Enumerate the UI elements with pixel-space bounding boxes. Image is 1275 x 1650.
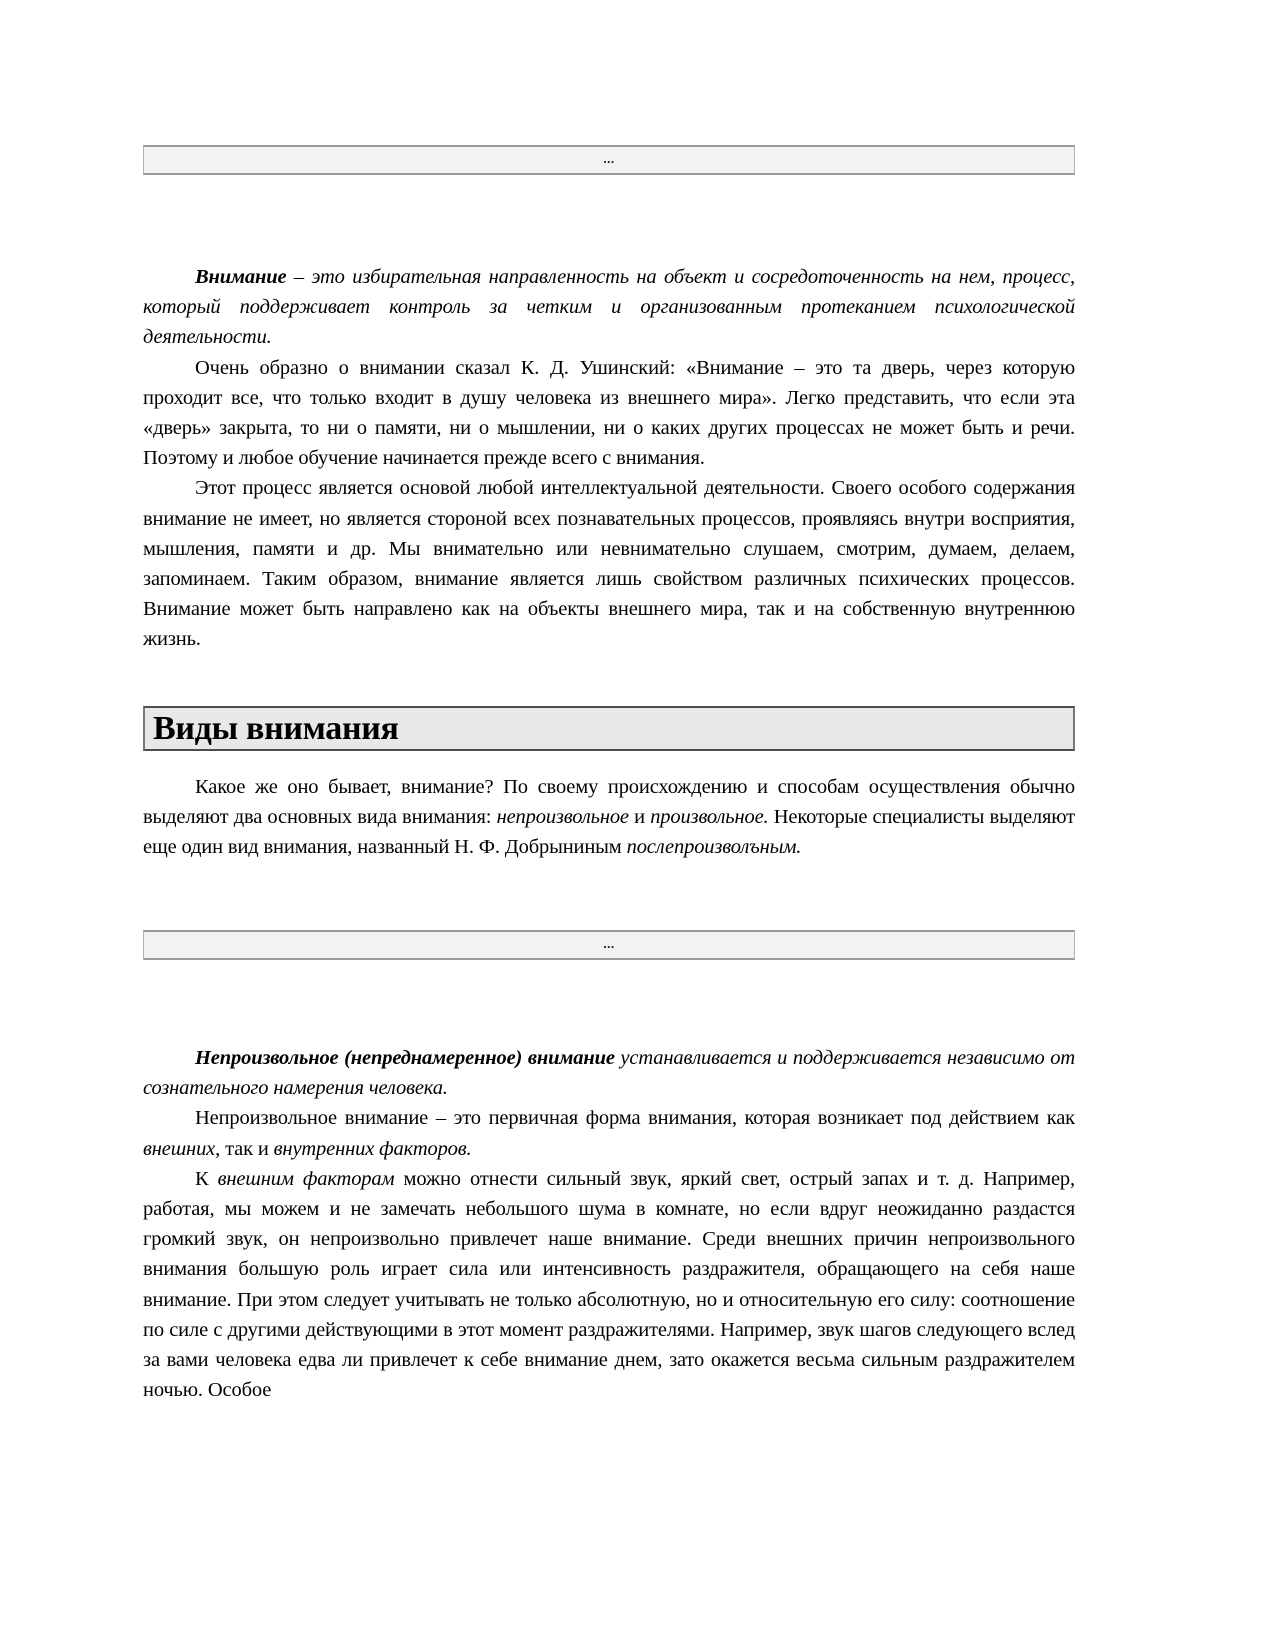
- vidy-text-block: [143, 772, 1075, 863]
- term-vneshnim-faktoram: внешним факторам: [217, 1167, 395, 1190]
- paragraph-process: Этот процесс является основой любой интеллектуальной деятельности. Своего особого содержания внимание не имеет, но является стороной всех познавательных процессов, проявляясь внутри восприятия, мышления, памяти и др. Мы внимательно или невнимательно слушаем, смотрим, думаем, делаем, запоминаем. Таким образом, внимание является лишь свойством различных психических процессов. Внимание может быть направлено как на объекты внешнего мира, так и на собственную внутреннюю жизнь.: [143, 477, 1075, 651]
- term-vnutrennih-faktorov: внутренних факторов.: [273, 1137, 472, 1160]
- vidy-run-3: Некоторые специалисты выделяют еще один вид внимания, названный Н. Ф. Добрыниным: [143, 806, 1075, 859]
- page-separator-bar-top: [143, 145, 1075, 175]
- neproizvolnoe-text-block: [143, 1043, 1075, 1405]
- paragraph-definition-neproizvolnoe: [143, 1043, 1075, 1103]
- vidy-run-1: Какое же оно бывает, внимание? По своему происхождению и способам осуществления обычно выделяют два основных вида внимания:: [143, 776, 1075, 829]
- paragraph-vidy: [143, 772, 1075, 863]
- vneshnie-run-2: можно отнести сильный звук, яркий свет, острый запах и т. д. Например, работая, мы можем и не замечать небольшого шума в комнате, но если вдруг неожиданно раздастся громкий звук, он непроизвольно привлечет наше внимание. Среди внешних причин непроизвольного внимания большую роль играет сила или интенсивность раздражителя, обращающего на себя наше внимание. При этом следует учитывать не только абсолютную, но и относительную его силу: соотношение по силе с другими действующими в этот момент раздражителями. Например, звук шагов следующего вслед за вами человека едва ли привлечет к себе внимание днем, зато окажется весьма сильным раздражителем ночью. Особое: [143, 1167, 1076, 1402]
- definition-neproizvolnoe-body: устанавливается и поддерживается независимо от сознательного намерения человека.: [143, 1047, 1076, 1100]
- vidy-run-2: и: [628, 806, 651, 829]
- vneshnie-run-1: К: [195, 1167, 218, 1190]
- term-proizvolnoe: произвольное.: [650, 806, 769, 829]
- paragraph-definition-vnimanie: [143, 262, 1075, 353]
- separator-ellipsis-mark: ...: [603, 935, 615, 951]
- term-neproizvolnoe: непроизвольное: [496, 806, 629, 829]
- section-heading-label: Виды внимания: [153, 709, 399, 747]
- term-vneshnih: внешних,: [143, 1137, 221, 1160]
- paragraph-pervichnaya-forma: [143, 1103, 1075, 1163]
- definition-vnimanie-body: – это избирательная направленность на объект и сосредоточенность на нем, процесс, который поддерживает контроль за четким и организованным протеканием психологической деятельности.: [143, 266, 1075, 349]
- separator-ellipsis-mark: ...: [603, 150, 615, 166]
- paragraph-vneshnie-faktory: [143, 1164, 1075, 1406]
- intro-text-block: [143, 262, 1075, 655]
- page-separator-bar-middle: [143, 930, 1075, 960]
- term-neproizvolnoe-vnimanie: Непроизвольное (непреднамеренное) внимание: [195, 1047, 615, 1069]
- section-heading-vidy-vnimaniya: [143, 706, 1075, 751]
- term-posleproizvolnym: послепроизволъным.: [626, 836, 802, 859]
- neproiz-run-1: Непроизвольное внимание – это первичная форма внимания, которая возникает под действием как: [195, 1107, 1075, 1130]
- term-vnimanie: Внимание: [195, 266, 287, 288]
- paragraph-ushinsky: Очень образно о внимании сказал К. Д. Ушинский: «Внимание – это та дверь, через которую проходит все, что только входит в душу человека из внешнего мира». Легко представить, что если эта «дверь» закрыта, то ни о памяти, ни о мышлении, ни о каких других процессах не может быть и речи. Поэтому и любое обучение начинается прежде всего с внимания.: [143, 356, 1075, 470]
- neproiz-run-2: так и: [220, 1137, 274, 1160]
